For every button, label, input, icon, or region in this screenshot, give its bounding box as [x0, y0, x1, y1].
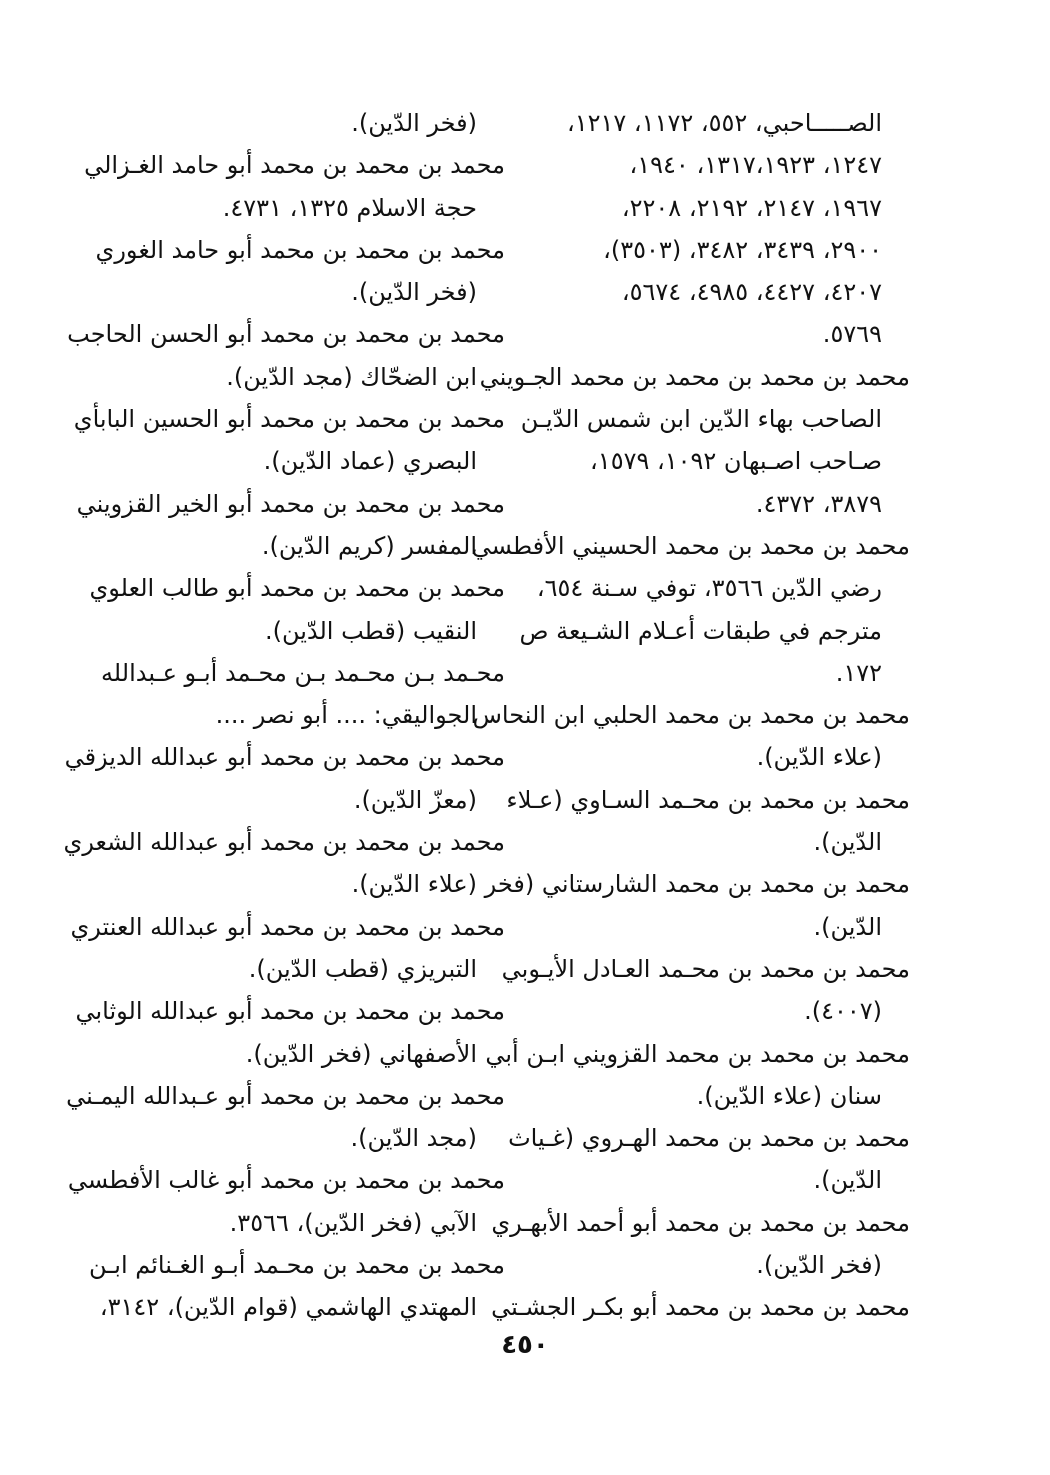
entry-continuation-line: ١٩٦٧، ٢١٤٧، ٢١٩٢، ٢٢٠٨،	[621, 193, 882, 222]
entry-heading-line: محمد بن محمد بن محمد أبو الحسين البابأي	[73, 405, 505, 434]
entry-continuation-line: رضي الدّين ٣٥٦٦، توفي سـنة ٦٥٤،	[536, 574, 882, 603]
entry-heading-line: محمد بن محمد بن محمد الهـروي (غـياث	[508, 1124, 910, 1153]
entry-heading-line: محمد بن محمد بن محمد الشارستاني (فخر	[484, 870, 910, 899]
right-column	[471, 102, 910, 1329]
entry-continuation-line: الأصفهاني (فخر الدّين).	[245, 1039, 477, 1068]
entry-continuation-line: (٤٠٠٧).	[804, 997, 882, 1026]
entry-continuation-line: (معزّ الدّين).	[353, 785, 477, 814]
entry-continuation-line: صـاحب اصـبهان ١٠٩٢، ١٥٧٩،	[590, 447, 882, 476]
entry-heading-line: محمد بن محمد بن محمد أبو عبدالله الشعري	[63, 828, 505, 857]
entry-continuation-line: الدّين).	[813, 912, 882, 941]
entry-continuation-line: الدّين).	[813, 828, 882, 857]
entry-heading-line: محمد بن محمد بن محـمد أبـو الغـنائم ابـن	[88, 1251, 505, 1280]
entry-heading-line: محـمد بـن محـمد بـن محـمد أبـو عـبدالله	[100, 658, 505, 687]
entry-continuation-line: ٢٩٠٠، ٣٤٣٩، ٣٤٨٢، (٣٥٠٣)،	[603, 235, 882, 264]
entry-continuation-line: (علاء الدّين).	[756, 743, 882, 772]
entry-continuation-line: ٣٨٧٩، ٤٣٧٢.	[755, 489, 882, 518]
entry-continuation-line: سنان (علاء الدّين).	[696, 1081, 882, 1110]
entry-continuation-line: الجواليقي: .... أبو نصر ....	[215, 701, 477, 730]
entry-heading-line: محمد بن محمد بن محمد أبو حامد الغوري	[95, 235, 505, 264]
entry-heading-line: محمد بن محمد بن محمد أبو أحمد الأبهـري	[491, 1208, 910, 1237]
entry-continuation-line: حجة الاسلام ١٣٢٥، ٤٧٣١.	[222, 193, 477, 222]
entry-continuation-line: ٤٢٠٧، ٤٤٢٧، ٤٩٨٥، ٥٦٧٤،	[621, 278, 882, 307]
entry-continuation-line: البصري (عماد الدّين).	[263, 447, 477, 476]
entry-heading-line: محمد بن محمد بن محمد أبو الخير القزويني	[76, 489, 505, 518]
entry-continuation-line: (فخر الدّين).	[351, 278, 477, 307]
entry-continuation-line: (مجد الدّين).	[350, 1124, 477, 1153]
entry-heading-line: محمد بن محمد بن محمد الحلبي ابن النحاس	[472, 701, 910, 730]
entry-continuation-line: مترجم في طبقات أعـلام الشـيعة ص	[519, 616, 882, 645]
entry-continuation-line: الصـــــاحبي، ٥٥٢، ١١٧٢، ١٢١٧،	[566, 109, 882, 137]
entry-heading-line: محمد بن محمد بن محمد أبو طالب العلوي	[89, 574, 505, 603]
entry-heading-line: محمد بن محمد بن محمد أبو الحسن الحاجب	[67, 320, 505, 349]
entry-heading-line: محمد بن محمد بن محمد أبو عبدالله الوثابي	[75, 997, 505, 1026]
page-number: ٤٥٠	[501, 1330, 549, 1360]
entry-continuation-line: (علاء الدّين).	[351, 870, 477, 899]
entry-continuation-line: النقيب (قطب الدّين).	[264, 616, 477, 645]
left-column	[63, 102, 505, 1329]
entry-continuation-line: المفسر (كريم الدّين).	[261, 531, 477, 560]
entry-heading-line: محمد بن محمد بن محمد بن محمد الجـويني	[479, 362, 910, 391]
entry-continuation-line: ابن الضحّاك (مجد الدّين).	[226, 362, 477, 391]
entry-heading-line: محمد بن محمد بن محمد أبو حامد الغـزالي	[84, 151, 505, 180]
entry-continuation-line: (فخر الدّين).	[351, 109, 477, 137]
entry-heading-line: محمد بن محمد بن محمد أبو عبدالله الديزقي	[64, 743, 505, 772]
entry-continuation-line: الصاحب بهاء الدّين ابن شمس الدّيـن	[520, 405, 882, 434]
entry-continuation-line: التبريزي (قطب الدّين).	[248, 954, 477, 983]
entry-heading-line: محمد بن محمد بن محمد أبو غالب الأفطسي	[67, 1166, 505, 1195]
entry-heading-line: محمد بن محمد بن محـمد العـادل الأيـوبي	[501, 954, 910, 983]
entry-continuation-line: ٥٧٦٩.	[822, 320, 882, 349]
entry-continuation-line: الدّين).	[813, 1166, 882, 1195]
entry-heading-line: محمد بن محمد بن محمد أبو بكـر الجشـتي	[491, 1293, 910, 1322]
entry-heading-line: محمد بن محمد بن محمد أبو عـبدالله اليمـني	[66, 1081, 505, 1110]
entry-continuation-line: (فخر الدّين).	[756, 1251, 882, 1280]
entry-continuation-line: ١٢٤٧، ١٣١٧،١٩٢٣، ١٩٤٠،	[629, 151, 882, 180]
entry-heading-line: محمد بن محمد بن محمد أبو عبدالله العنتري	[70, 912, 505, 941]
entry-heading-line: محمد بن محمد بن محمد الحسيني الأفطسي	[471, 531, 910, 560]
entry-heading-line: محمد بن محمد بن محـمد السـاوي (عـلاء	[506, 785, 910, 814]
entry-continuation-line: ١٧٢.	[835, 658, 882, 687]
entry-continuation-line: الآبي (فخر الدّين)، ٣٥٦٦.	[229, 1208, 477, 1237]
entry-heading-line: محمد بن محمد بن محمد القزويني ابـن أبي	[485, 1039, 910, 1068]
entry-continuation-line: المهتدي الهاشمي (قوام الدّين)، ٣١٤٢،	[99, 1293, 477, 1322]
